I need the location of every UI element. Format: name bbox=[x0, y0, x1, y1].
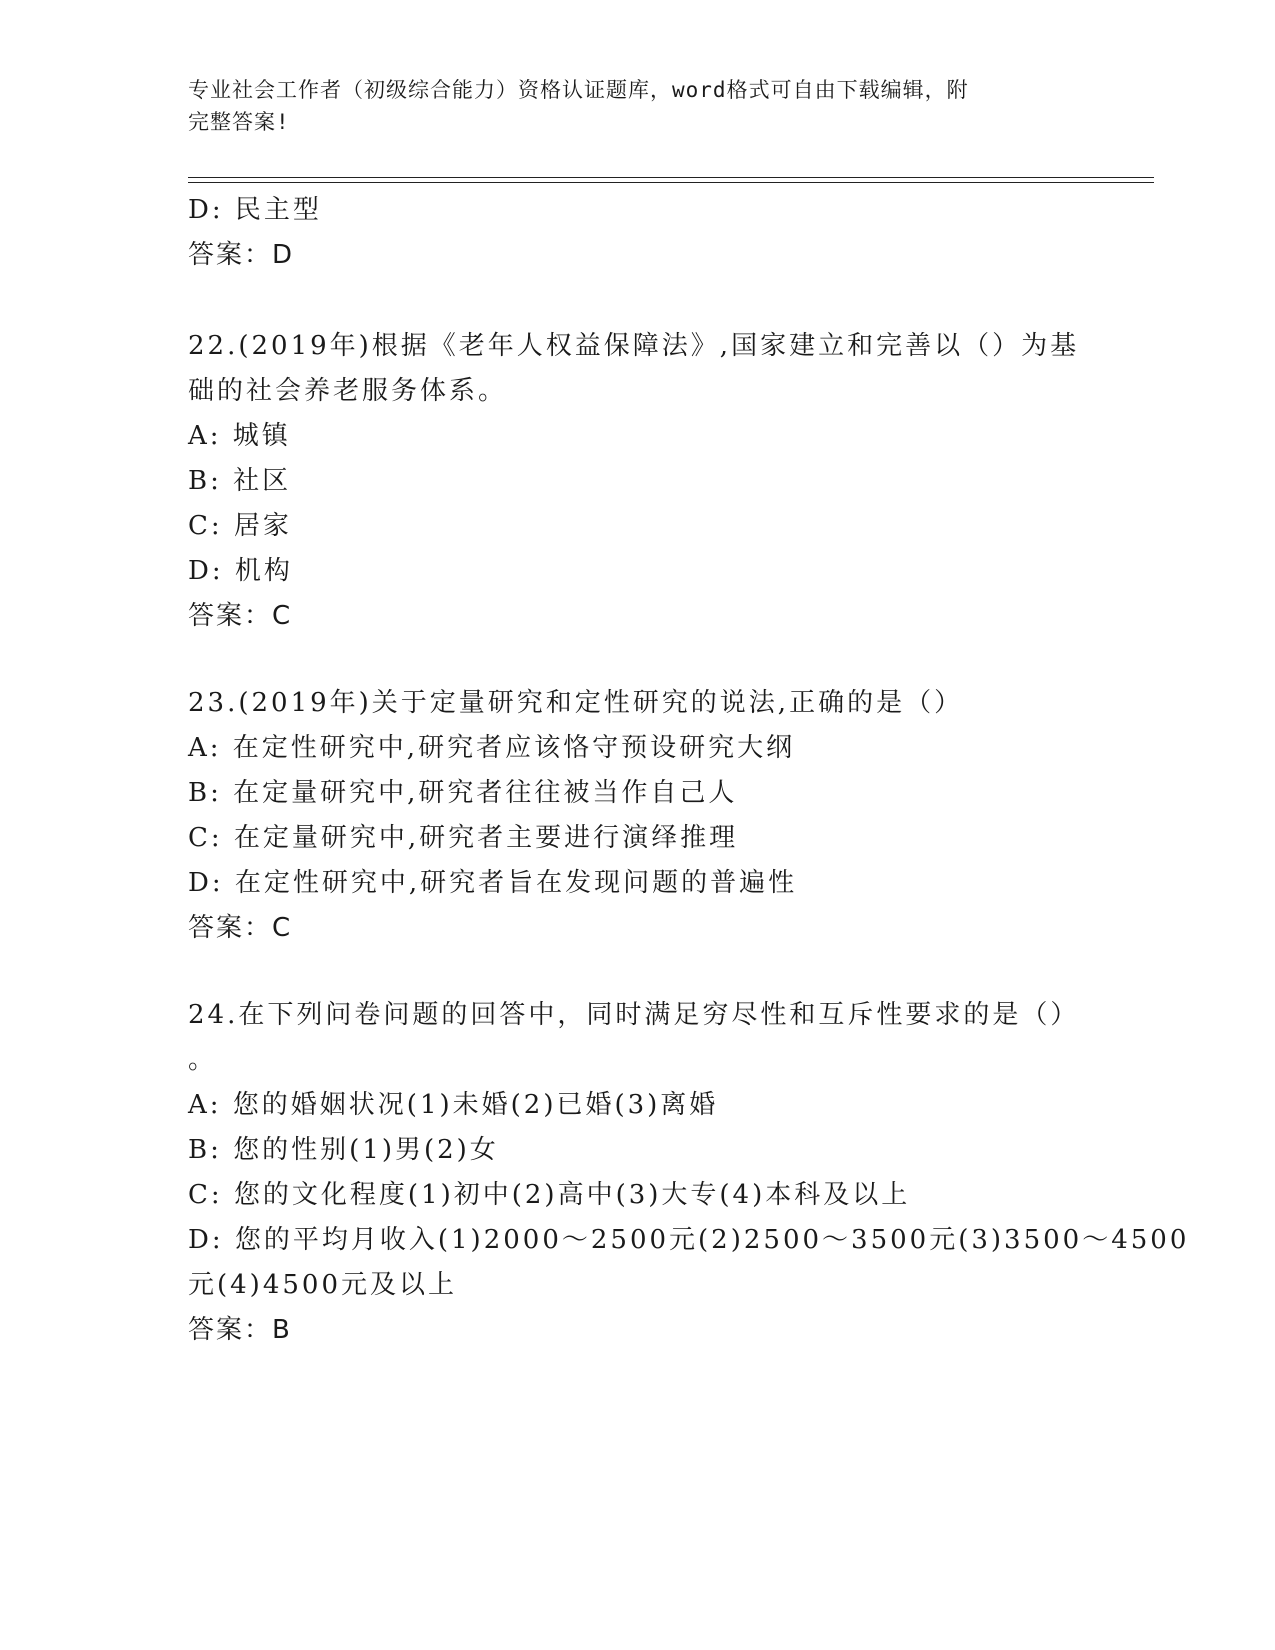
header-line-1: 专业社会工作者（初级综合能力）资格认证题库，word格式可自由下载编辑，附 bbox=[188, 78, 969, 102]
q24-option-a: A: 您的婚姻状况(1)未婚(2)已婚(3)离婚 bbox=[188, 1090, 719, 1120]
q22-option-c: C: 居家 bbox=[188, 511, 292, 541]
header-line-2: 完整答案! bbox=[188, 110, 290, 134]
q21-option-d: D: 民主型 bbox=[188, 195, 322, 225]
q23-answer: 答案：C bbox=[188, 913, 293, 943]
spacer bbox=[188, 639, 1088, 681]
spacer bbox=[188, 278, 1088, 324]
q22-answer: 答案：C bbox=[188, 601, 293, 631]
q22-option-d: D: 机构 bbox=[188, 556, 293, 586]
header-divider-top bbox=[188, 177, 1154, 178]
q22-stem-line-1: 22.(2019年)根据《老年人权益保障法》,国家建立和完善以（）为基 bbox=[188, 331, 1080, 361]
question-content bbox=[188, 188, 1190, 1353]
q23-option-d: D: 在定性研究中,研究者旨在发现问题的普遍性 bbox=[188, 868, 798, 898]
header-divider-bottom bbox=[188, 182, 1154, 183]
q24-option-d-line-1: D: 您的平均月收入(1)2000～2500元(2)2500～3500元(3)3500～4500 bbox=[188, 1225, 1190, 1255]
q23-option-c: C: 在定量研究中,研究者主要进行演绎推理 bbox=[188, 823, 739, 853]
q24-option-d-line-2: 元(4)4500元及以上 bbox=[188, 1270, 457, 1300]
q22-option-a: A: 城镇 bbox=[188, 421, 291, 451]
spacer bbox=[188, 951, 1088, 993]
q24-stem-line-1: 24.在下列问卷问题的回答中，同时满足穷尽性和互斥性要求的是（） bbox=[188, 1000, 1080, 1030]
q24-answer: 答案：B bbox=[188, 1315, 292, 1345]
q23-stem-line-1: 23.(2019年)关于定量研究和定性研究的说法,正确的是（） bbox=[188, 688, 964, 718]
q24-option-b: B: 您的性别(1)男(2)女 bbox=[188, 1135, 499, 1165]
q22-stem-line-2: 础的社会养老服务体系。 bbox=[188, 376, 508, 406]
page-header bbox=[188, 74, 1068, 138]
q21-answer: 答案：D bbox=[188, 240, 295, 270]
q24-stem-line-2: 。 bbox=[188, 1045, 218, 1075]
q23-option-a: A: 在定性研究中,研究者应该恪守预设研究大纲 bbox=[188, 733, 796, 763]
q24-option-c: C: 您的文化程度(1)初中(2)高中(3)大专(4)本科及以上 bbox=[188, 1180, 911, 1210]
q23-option-b: B: 在定量研究中,研究者往往被当作自己人 bbox=[188, 778, 738, 808]
q22-option-b: B: 社区 bbox=[188, 466, 292, 496]
